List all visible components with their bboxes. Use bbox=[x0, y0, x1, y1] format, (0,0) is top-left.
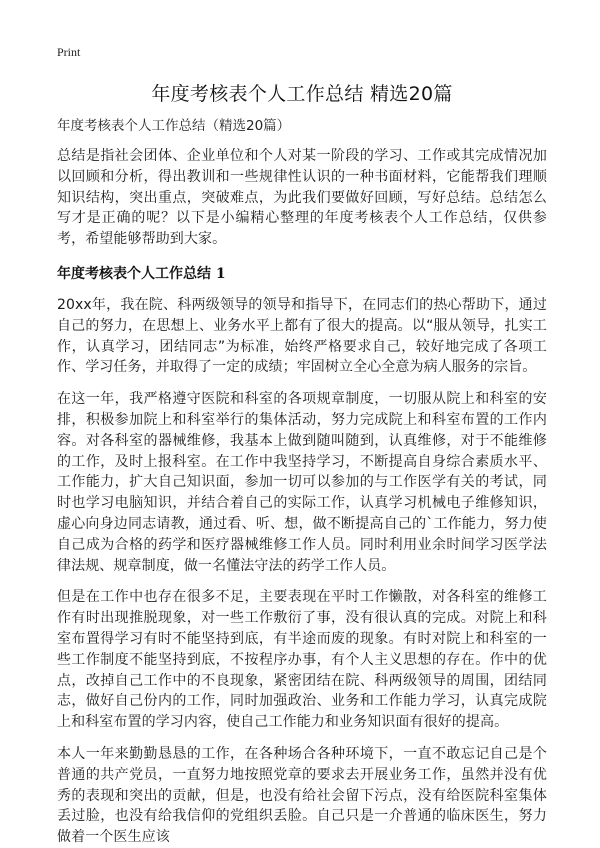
document-title: 年度考核表个人工作总结 精选20篇 bbox=[151, 83, 453, 105]
body-paragraph: 但是在工作中也存在很多不足，主要表现在平时工作懒散，对各科室的维修工作有时出现推脱现象，对一些工作敷衍了事，没有很认真的完成。对院上和科室布置得学习有时不能坚持到底，有半途而废的现象。有时对院上和科室的一些工作制度不能坚持到底，不按程序办事，有个人主义思想的存在。作中的优点，改掉自己工作中的不良现象，紧密团结在院、科两级领导的周围，团结同志，做好自己份内的工作，同时加强政治、业务和工作能力学习，认真完成院上和科室布置的学习内容，使自己工作能力和业务知识面有很好的提高。 bbox=[57, 589, 547, 731]
body-paragraph: 本人一年来勤勤恳恳的工作，在各种场合各种环境下，一直不敢忘记自己是个普通的共产党员，一直努力地按照党章的要求去开展业务工作，虽然并没有优秀的表现和突出的贡献，但是，也没有给社会留下污点，没有给医院科室集体丢过脸，也没有给我信仰的党组织丢脸。自己只是一介普通的临床医生，努力做着一个医生应该 bbox=[57, 745, 547, 846]
document-page bbox=[57, 44, 547, 848]
body-paragraph: 在这一年，我严格遵守医院和科室的各项规章制度，一切服从院上和科室的安排，积极参加院上和科室举行的集体活动，努力完成院上和科室布置的工作内容。对各科室的器械维修，我基本上做到随叫随到，认真维修，对于不能维修的工作，及时上报科室。在工作中我坚持学习，不断提高自身综合素质水平、工作能力，扩大自己知识面，参加一切可以参加的与工作医学有关的考试，同时也学习电脑知识，并结合着自己的实际工作，认真学习机械电子维修知识，虚心向身边同志请教，通过看、听、想，做不断提高自己的`工作能力，努力使自己成为合格的药学和医疗器械维修工作人员。同时利用业余时间学习医学法律法规、规章制度，做一名懂法守法的药学工作人员。 bbox=[57, 391, 547, 574]
document-subtitle: 年度考核表个人工作总结（精选20篇） bbox=[57, 118, 291, 134]
section-heading: 年度考核表个人工作总结 1 bbox=[57, 265, 226, 282]
intro-paragraph: 总结是指社会团体、企业单位和个人对某一阶段的学习、工作或其完成情况加以回顾和分析，得出教训和一些规律性认识的一种书面材料，它能帮我们理顺知识结构，突出重点，突破难点，为此我们要做好回顾，写好总结。总结怎么写才是正确的呢？以下是小编精心整理的年度考核表个人工作总结，仅供参考，希望能够帮助到大家。 bbox=[57, 148, 547, 248]
print-link[interactable]: Print bbox=[57, 45, 81, 59]
body-paragraph: 20xx年，我在院、科两级领导的领导和指导下，在同志们的热心帮助下，通过自己的努力，在思想上、业务水平上都有了很大的提高。以“服从领导，扎实工作，认真学习，团结同志”为标准，始终严格要求自己，较好地完成了各项工作、学习任务，并取得了一定的成绩；牢固树立全心全意为病人服务的宗旨。 bbox=[57, 296, 547, 376]
